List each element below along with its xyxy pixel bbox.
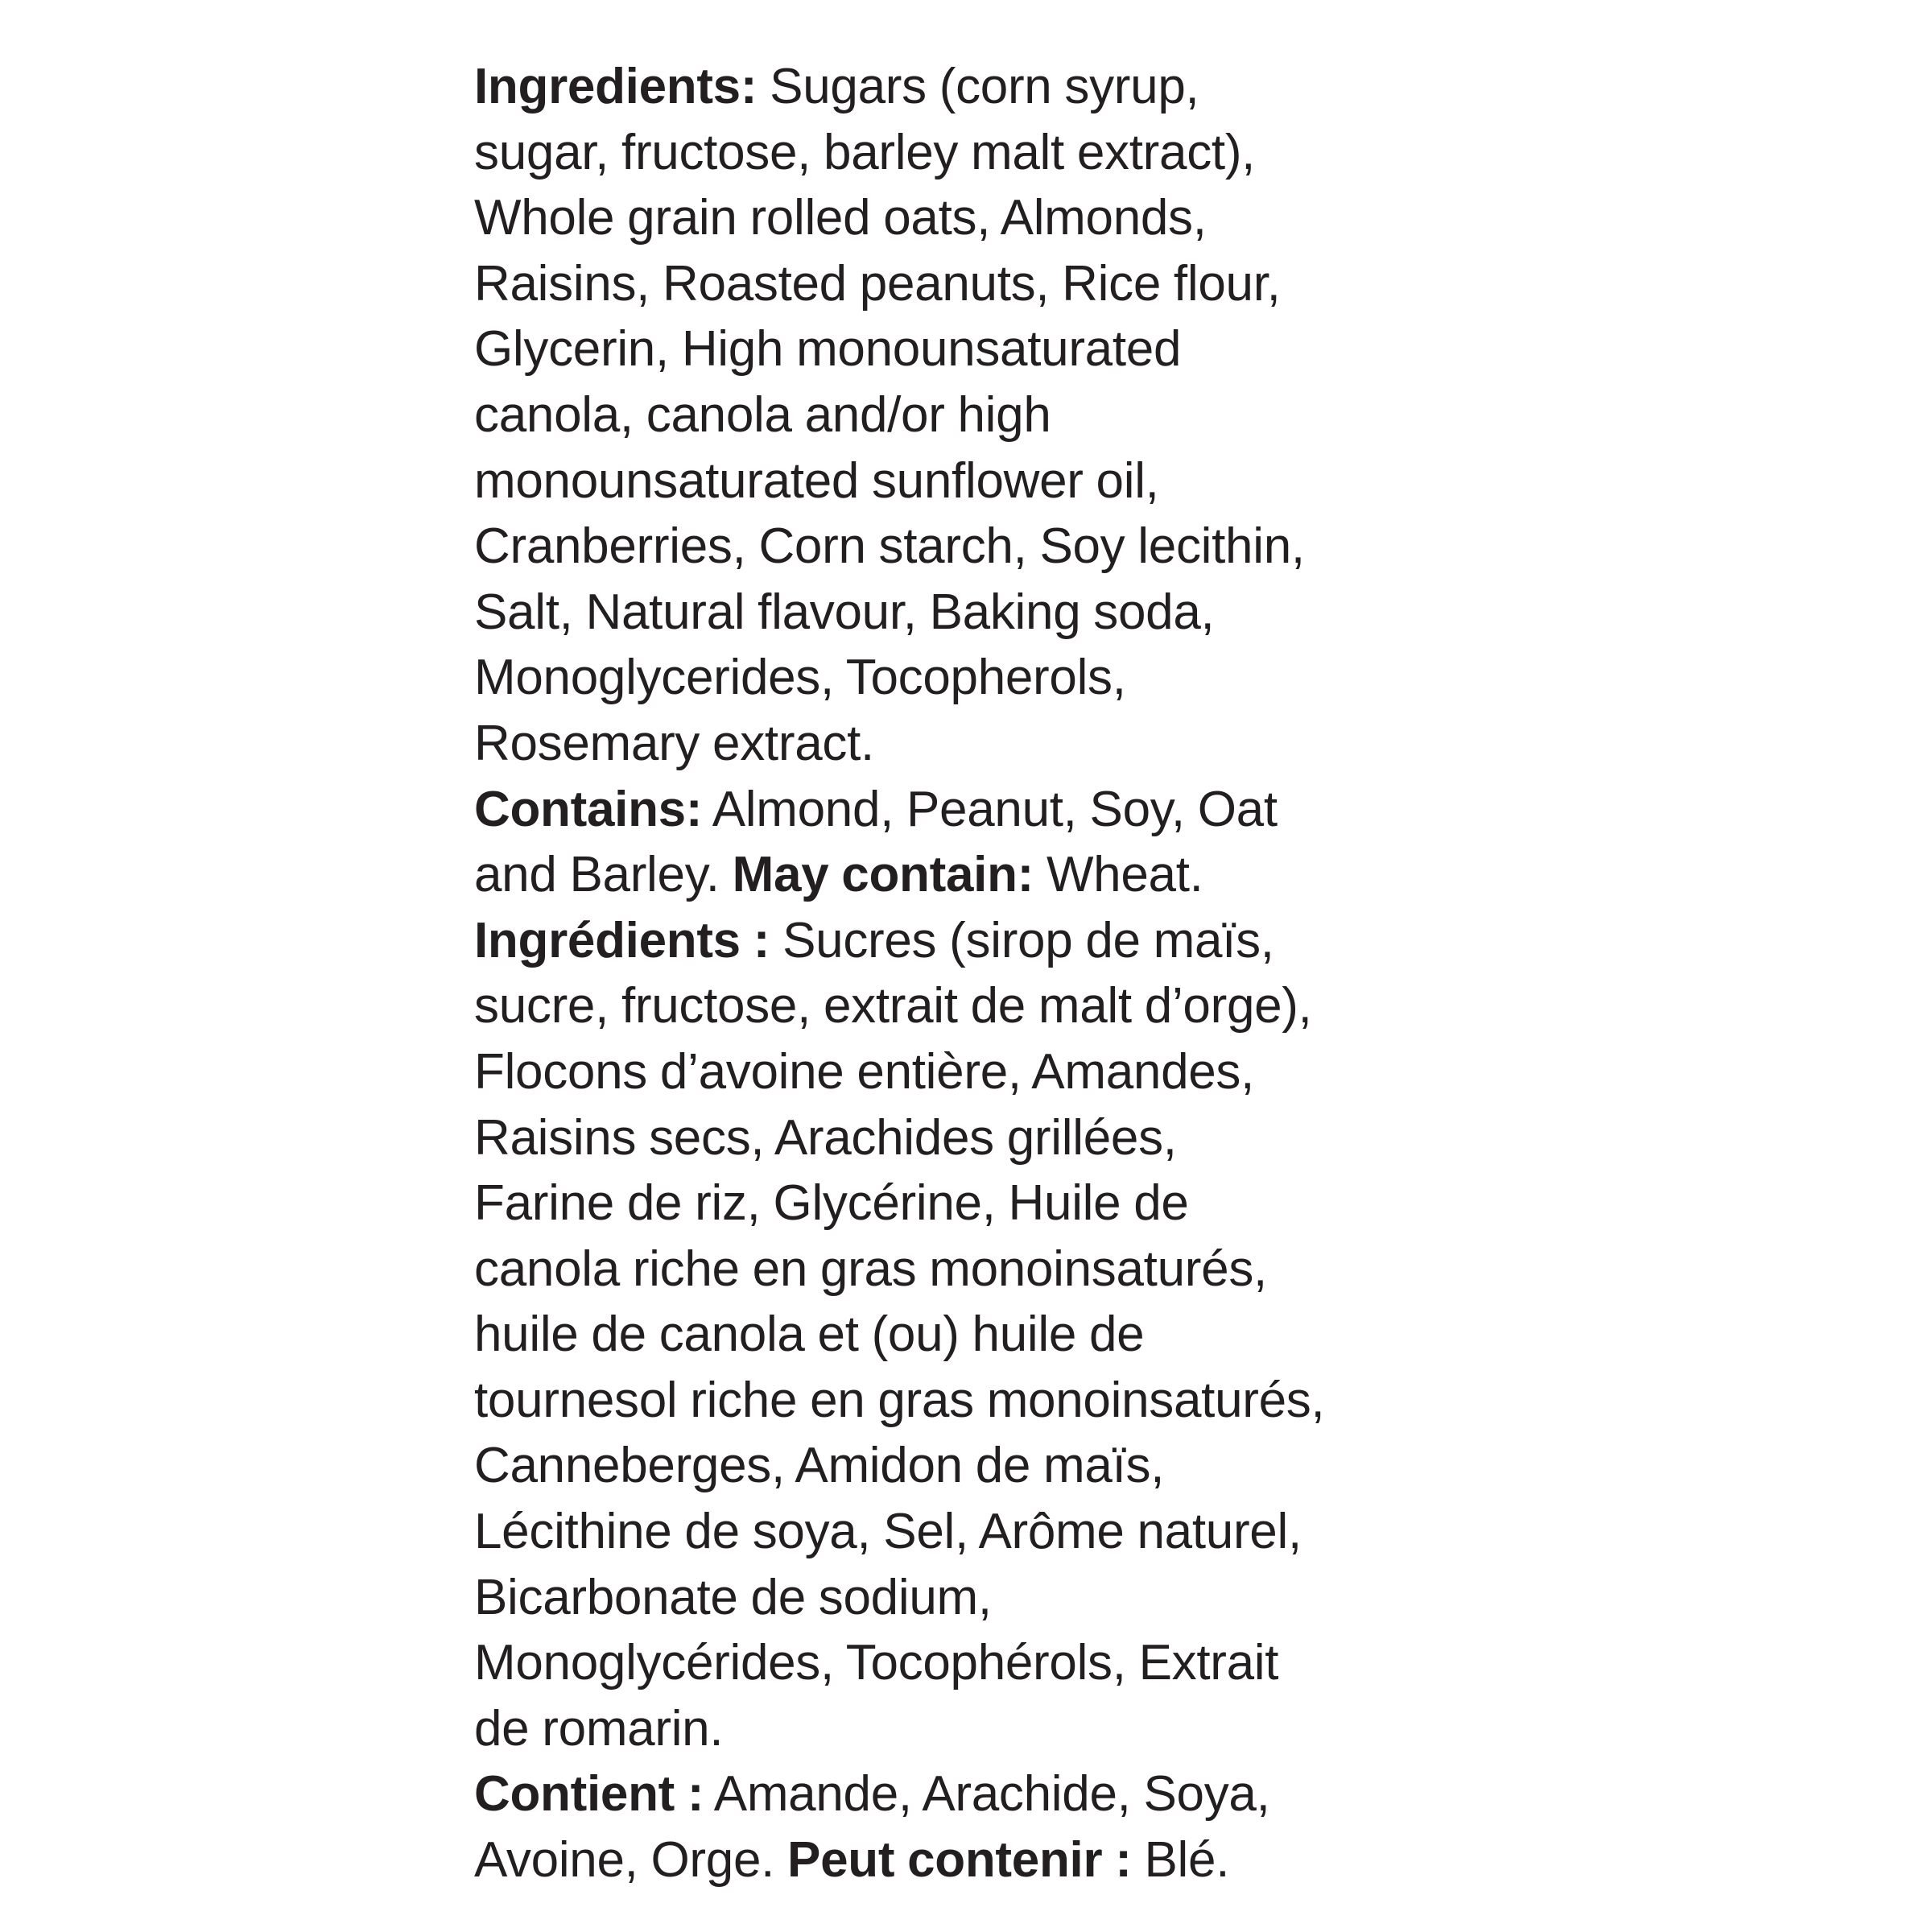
french-contains-heading: Contient : <box>474 1766 704 1823</box>
english-ingredients-line: canola, canola and/or high <box>474 386 1051 443</box>
english-ingredients-line: monounsaturated sunflower oil, <box>474 452 1159 509</box>
french-ingredients <box>474 908 1521 1762</box>
english-ingredients-line: Cranberries, Corn starch, Soy lecithin, <box>474 518 1305 575</box>
english-ingredients-text: Sugars (corn syrup, <box>770 59 1199 114</box>
ingredient-label <box>474 54 1521 1893</box>
french-ingredients-line: sucre, fructose, extrait de malt d’orge), <box>474 978 1312 1034</box>
english-may-contain-line <box>474 842 1521 908</box>
french-ingredients-line: Raisins secs, Arachides grillées, <box>474 1109 1177 1166</box>
french-ingredients-line: Canneberges, Amidon de maïs, <box>474 1438 1165 1494</box>
english-ingredients-line <box>474 54 1521 120</box>
french-may-contain-text: Blé. <box>1144 1832 1230 1889</box>
english-contains-heading: Contains: <box>474 781 703 837</box>
english-contains-line <box>474 777 1521 843</box>
french-ingredients-line: tournesol riche en gras monoinsaturés, <box>474 1372 1325 1428</box>
french-ingredients-line: Bicarbonate de sodium, <box>474 1569 992 1625</box>
english-ingredients <box>474 54 1521 777</box>
english-may-contain-heading: May contain: <box>732 847 1034 903</box>
french-contains-line <box>474 1761 1521 1827</box>
english-contains-text-end: and Barley. <box>474 847 720 903</box>
english-contains-text: Almond, Peanut, Soy, Oat <box>712 781 1278 837</box>
french-ingredients-line <box>474 908 1521 974</box>
english-ingredients-heading: Ingredients: <box>474 59 758 114</box>
english-ingredients-line: Rosemary extract. <box>474 715 874 771</box>
french-ingredients-text: Sucres (sirop de maïs, <box>782 912 1274 968</box>
french-ingredients-line: canola riche en gras monoinsaturés, <box>474 1241 1267 1297</box>
french-ingredients-line: Monoglycérides, Tocophérols, Extrait <box>474 1635 1279 1691</box>
french-ingredients-heading: Ingrédients : <box>474 912 770 968</box>
french-contains-text-end: Avoine, Orge. <box>474 1832 775 1889</box>
english-ingredients-line: sugar, fructose, barley malt extract), <box>474 124 1256 180</box>
english-ingredients-line: Whole grain rolled oats, Almonds, <box>474 190 1207 246</box>
french-ingredients-line: Lécithine de soya, Sel, Arôme naturel, <box>474 1504 1302 1560</box>
english-ingredients-line: Glycerin, High monounsaturated <box>474 321 1182 378</box>
french-ingredients-line: de romarin. <box>474 1700 724 1757</box>
french-ingredients-line: Farine de riz, Glycérine, Huile de <box>474 1175 1189 1232</box>
english-allergens <box>474 777 1521 908</box>
french-may-contain-heading: Peut contenir : <box>787 1832 1132 1889</box>
english-ingredients-line: Salt, Natural flavour, Baking soda, <box>474 584 1215 640</box>
french-ingredients-line: Flocons d’avoine entière, Amandes, <box>474 1043 1255 1100</box>
english-ingredients-line: Monoglycerides, Tocopherols, <box>474 650 1126 706</box>
french-may-contain-line <box>474 1827 1521 1893</box>
french-ingredients-line: huile de canola et (ou) huile de <box>474 1307 1145 1363</box>
english-may-contain-text: Wheat. <box>1046 847 1203 903</box>
english-ingredients-line: Raisins, Roasted peanuts, Rice flour, <box>474 255 1281 312</box>
french-allergens <box>474 1761 1521 1893</box>
french-contains-text: Amande, Arachide, Soya, <box>713 1766 1270 1823</box>
